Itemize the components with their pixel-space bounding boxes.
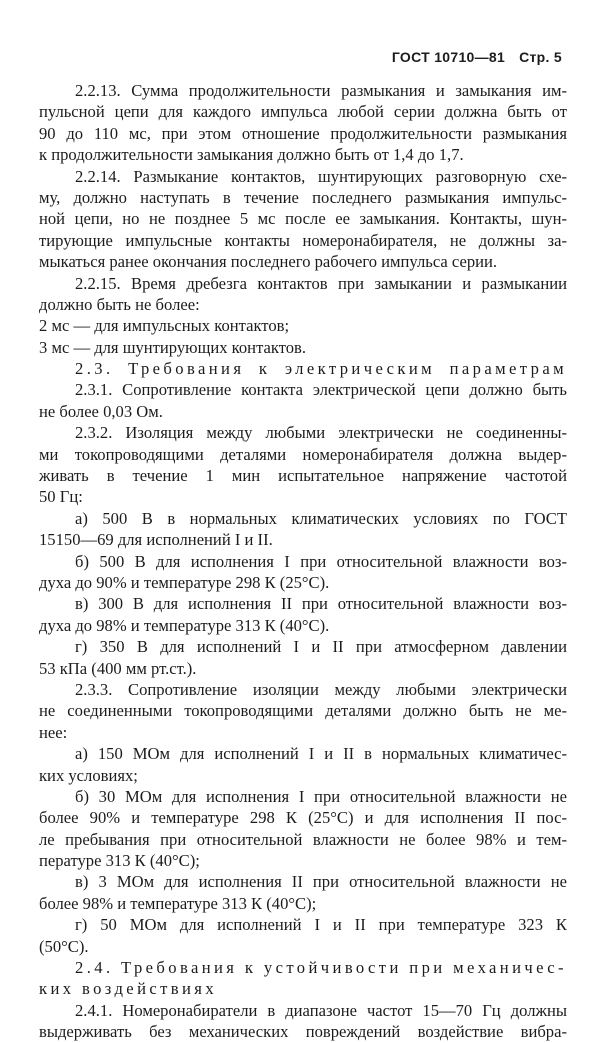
text-line: б) 30 МОм для исполнения I при относительной влажности не [75,786,567,806]
text-line: 2.4.1. Номеронабиратели в диапазоне частот 15—70 Гц должны [75,1000,567,1020]
standard-number: ГОСТ 10710—81 [391,49,506,65]
page-header [392,49,562,65]
text-line: духа до 90% и температуре 298 К (25°С). [39,572,330,592]
text-line: к продолжительности замыкания должно быть от 1,4 до 1,7. [39,145,464,165]
text-line: 2.3.3. Сопротивление изоляции между любыми электрически [75,679,567,699]
text-line: 90 до 110 мс, при этом отношение продолжительности размыкания [39,123,567,143]
text-line: б) 500 В для исполнения I при относительной влажности воз- [75,551,567,571]
text-line: духа до 98% и температуре 313 К (40°С). [39,615,330,635]
document-body [39,80,567,1043]
text-line: 2.3.1. Сопротивление контакта электрической цепи должно быть [75,380,567,400]
text-line: ле пребывания при относительной влажности не более 98% и тем- [39,829,567,849]
text-line: ких условиях; [39,765,138,785]
text-line: 53 кПа (400 мм рт.ст.). [39,658,197,678]
text-line: 50 Гц: [39,487,83,507]
text-line: 2.4. Требования к устойчивости при механичес- [75,958,567,978]
text-line: в) 300 В для исполнения II при относительной влажности воз- [75,594,567,614]
text-line: 2.2.13. Сумма продолжительности размыкания и замыкания им- [75,81,567,100]
text-line: 15150—69 для исполнений I и II. [39,530,273,550]
text-line: 2.2.15. Время дребезга контактов при замыкании и размыкании [75,273,567,293]
text-line: пульсной цепи для каждого импульса любой серии должна быть от [39,102,567,122]
text-line: г) 50 МОм для исполнений I и II при температуре 323 К [75,915,567,935]
text-line: не соединенными токопроводящими деталями должно быть не ме- [39,701,567,721]
text-line: выдерживать без механических повреждений воздействие вибра- [39,1022,567,1042]
text-line: 2 мс — для импульсных контактов; [39,316,290,336]
text-line: мыкаться ранее окончания последнего рабочего импульса серии. [39,252,498,272]
text-line: живать в течение 1 мин испытательное напряжение частотой [39,466,567,486]
text-line: а) 500 В в нормальных климатических условиях по ГОСТ [75,508,567,528]
text-line: 2.2.14. Размыкание контактов, шунтирующих разговорную схе- [75,166,567,186]
text-line: му, должно наступать в течение последнего размыкания импульс- [39,187,567,207]
text-line: 3 мс — для шунтирующих контактов. [39,337,307,357]
text-line: должно быть не более: [39,294,200,314]
text-line: не более 0,03 Ом. [39,401,163,421]
text-line: 2.3. Требования к электрическим параметрам [75,359,567,379]
text-line: тирующие импульсные контакты номеронабирателя, не должны за- [39,230,567,250]
text-line: более 90% и температуре 298 К (25°С) и для исполнения II пос- [39,808,567,828]
text-line: (50°С). [39,936,89,956]
text-line: нее: [39,722,68,742]
text-line: более 98% и температуре 313 К (40°С); [39,893,317,913]
text-line: ми токопроводящими деталями номеронабирателя должна выдер- [39,444,567,464]
text-line: пературе 313 К (40°С); [39,851,200,871]
text-line: а) 150 МОм для исполнений I и II в нормальных климатичес- [75,744,567,764]
text-line: в) 3 МОм для исполнения II при относительной влажности не [75,872,567,892]
text-line: ной цепи, но не позднее 5 мс после ее замыкания. Контакты, шун- [39,209,567,229]
text-line: г) 350 В для исполнений I и II при атмосферном давлении [75,637,567,657]
text-line: ких воздействиях [39,979,218,999]
text-line: 2.3.2. Изоляция между любыми электрически не соединенны- [75,423,567,443]
page-number: Стр. 5 [519,49,562,65]
